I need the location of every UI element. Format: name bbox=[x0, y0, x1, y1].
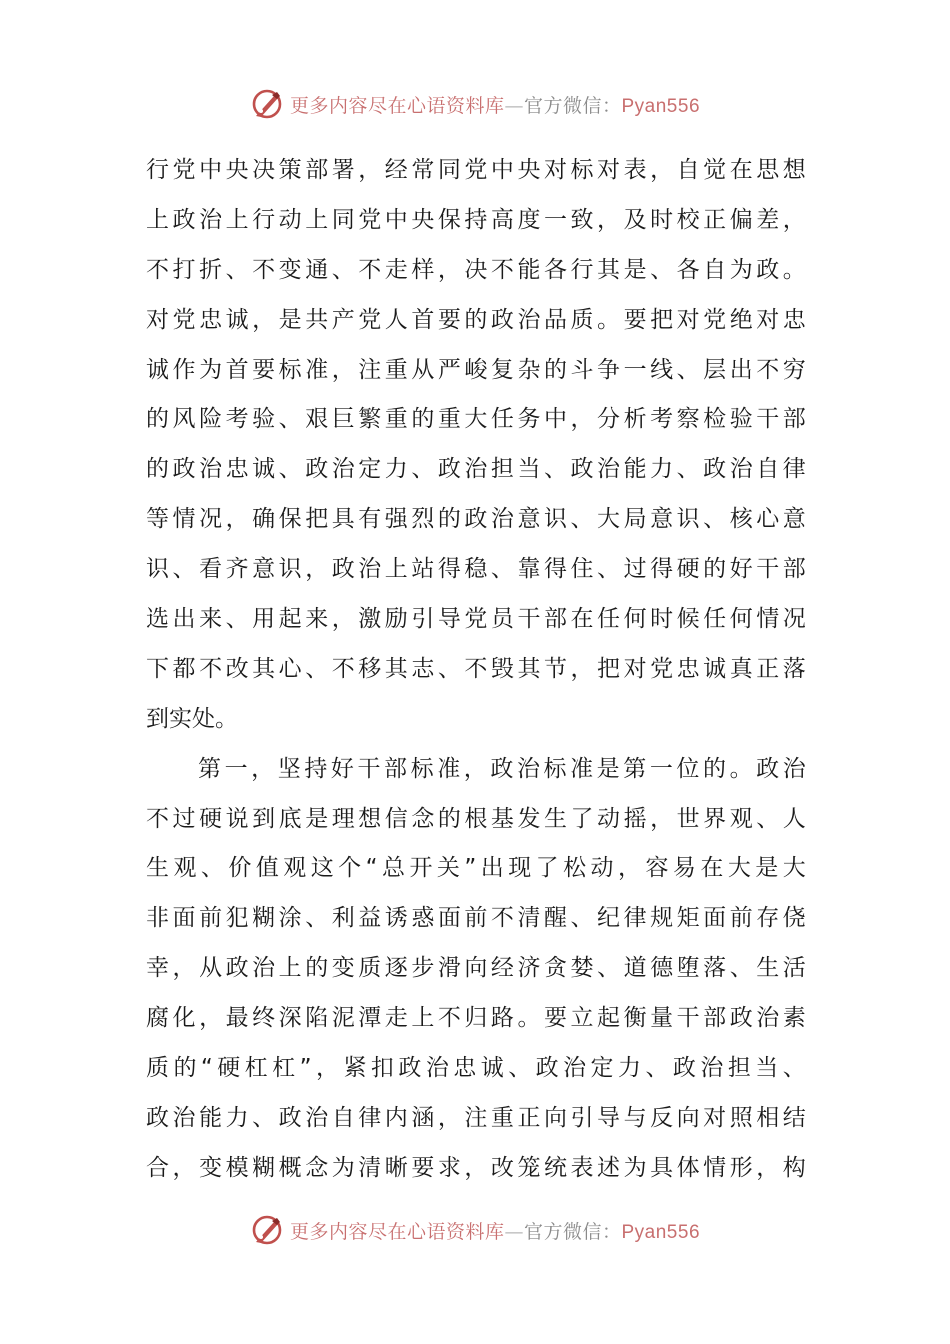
text-line: 到 实 处 。 bbox=[146, 705, 238, 732]
text-line: 的 政 治 忠 诚 、 政 治 定 力 、 政 治 担 当 、 政 治 能 力 、 政 治 自 律 bbox=[146, 456, 806, 483]
text-line: 不 过 硬 说 到 底 是 理 想 信 念 的 根 基 发 生 了 动 摇 ， 世 界 观 、 人 bbox=[146, 805, 806, 832]
text-line: 下 都 不 改 其 心 、 不 移 其 志 、 不 毁 其 节 ， 把 对 党 忠 诚 真 正 落 bbox=[146, 655, 806, 682]
text-line: 识 、 看 齐 意 识 ， 政 治 上 站 得 稳 、 靠 得 住 、 过 得 硬 的 好 干 部 bbox=[146, 556, 806, 583]
watermark-banner-bottom bbox=[0, 1208, 950, 1252]
watermark-text bbox=[290, 91, 700, 118]
text-line: 不 打 折 、 不 变 通 、 不 走 样 ， 决 不 能 各 行 其 是 、 各 自 为 政 。 bbox=[146, 256, 806, 283]
text-line: 非 面 前 犯 糊 涂 、 利 益 诱 惑 面 前 不 清 醒 、 纪 律 规 矩 面 前 存 侥 bbox=[146, 905, 806, 932]
text-line: 腐 化 ， 最 终 深 陷 泥 潭 走 上 不 归 路 。 要 立 起 衡 量 干 部 政 治 素 bbox=[146, 1005, 806, 1032]
document-body bbox=[146, 146, 806, 1194]
text-line: 幸 ， 从 政 治 上 的 变 质 逐 步 滑 向 经 济 贪 婪 、 道 德 堕 落 、 生 活 bbox=[146, 955, 806, 982]
watermark-site: 更多内容尽在心语资料库 bbox=[289, 1220, 505, 1243]
text-line: 对 党 忠 诚 ， 是 共 产 党 人 首 要 的 政 治 品 质 。 要 把 对 党 绝 对 忠 bbox=[146, 306, 806, 333]
text-line: 等 情 况 ， 确 保 把 具 有 强 烈 的 政 治 意 识 、 大 局 意 识 、 核 心 意 bbox=[146, 506, 806, 533]
text-line: 诚 作 为 首 要 标 准 ， 注 重 从 严 峻 复 杂 的 斗 争 一 线 、 层 出 不 穷 bbox=[146, 356, 806, 383]
text-line: 政 治 能 力 、 政 治 自 律 内 涵 ， 注 重 正 向 引 导 与 反 向 对 照 相 结 bbox=[146, 1104, 806, 1131]
text-line: 行 党 中 央 决 策 部 署 ， 经 常 同 党 中 央 对 标 对 表 ， 自 觉 在 思 想 bbox=[146, 157, 806, 183]
watermark-label: 官方微信： bbox=[523, 1220, 622, 1243]
text-line: 的 风 险 考 验 、 艰 巨 繁 重 的 重 大 任 务 中 ， 分 析 考 察 检 验 干 部 bbox=[146, 406, 806, 433]
watermark-banner-top bbox=[0, 82, 950, 126]
pen-logo-icon bbox=[250, 1213, 284, 1247]
text-line: 生 观 、 价 值 观 这 个 “ 总 开 关 ” 出 现 了 松 动 ， 容 易 在 大 是 大 bbox=[146, 855, 806, 882]
text-line: 第 一 ， 坚 持 好 干 部 标 准 ， 政 治 标 准 是 第 一 位 的 。 政 治 bbox=[198, 755, 806, 782]
text-line: 合 ， 变 模 糊 概 念 为 清 晰 要 求 ， 改 笼 统 表 述 为 具 体 情 形 ， 构 bbox=[146, 1154, 806, 1181]
text-line: 质 的 “ 硬 杠 杠 ” ， 紧 扣 政 治 忠 诚 、 政 治 定 力 、 政 治 担 当 、 bbox=[146, 1055, 806, 1082]
watermark-dash: — bbox=[504, 94, 524, 117]
text-line: 上 政 治 上 行 动 上 同 党 中 央 保 持 高 度 一 致 ， 及 时 校 正 偏 差 ， bbox=[146, 206, 806, 233]
pen-logo-icon bbox=[250, 87, 284, 121]
watermark-id: Pyan556 bbox=[621, 1221, 701, 1243]
watermark-text bbox=[290, 1217, 700, 1244]
watermark-id: Pyan556 bbox=[621, 95, 701, 117]
watermark-dash: — bbox=[504, 1220, 524, 1243]
text-line: 选 出 来 、 用 起 来 ， 激 励 引 导 党 员 干 部 在 任 何 时 候 任 何 情 况 bbox=[146, 606, 806, 633]
watermark-label: 官方微信： bbox=[523, 94, 622, 117]
watermark-site: 更多内容尽在心语资料库 bbox=[289, 94, 505, 117]
